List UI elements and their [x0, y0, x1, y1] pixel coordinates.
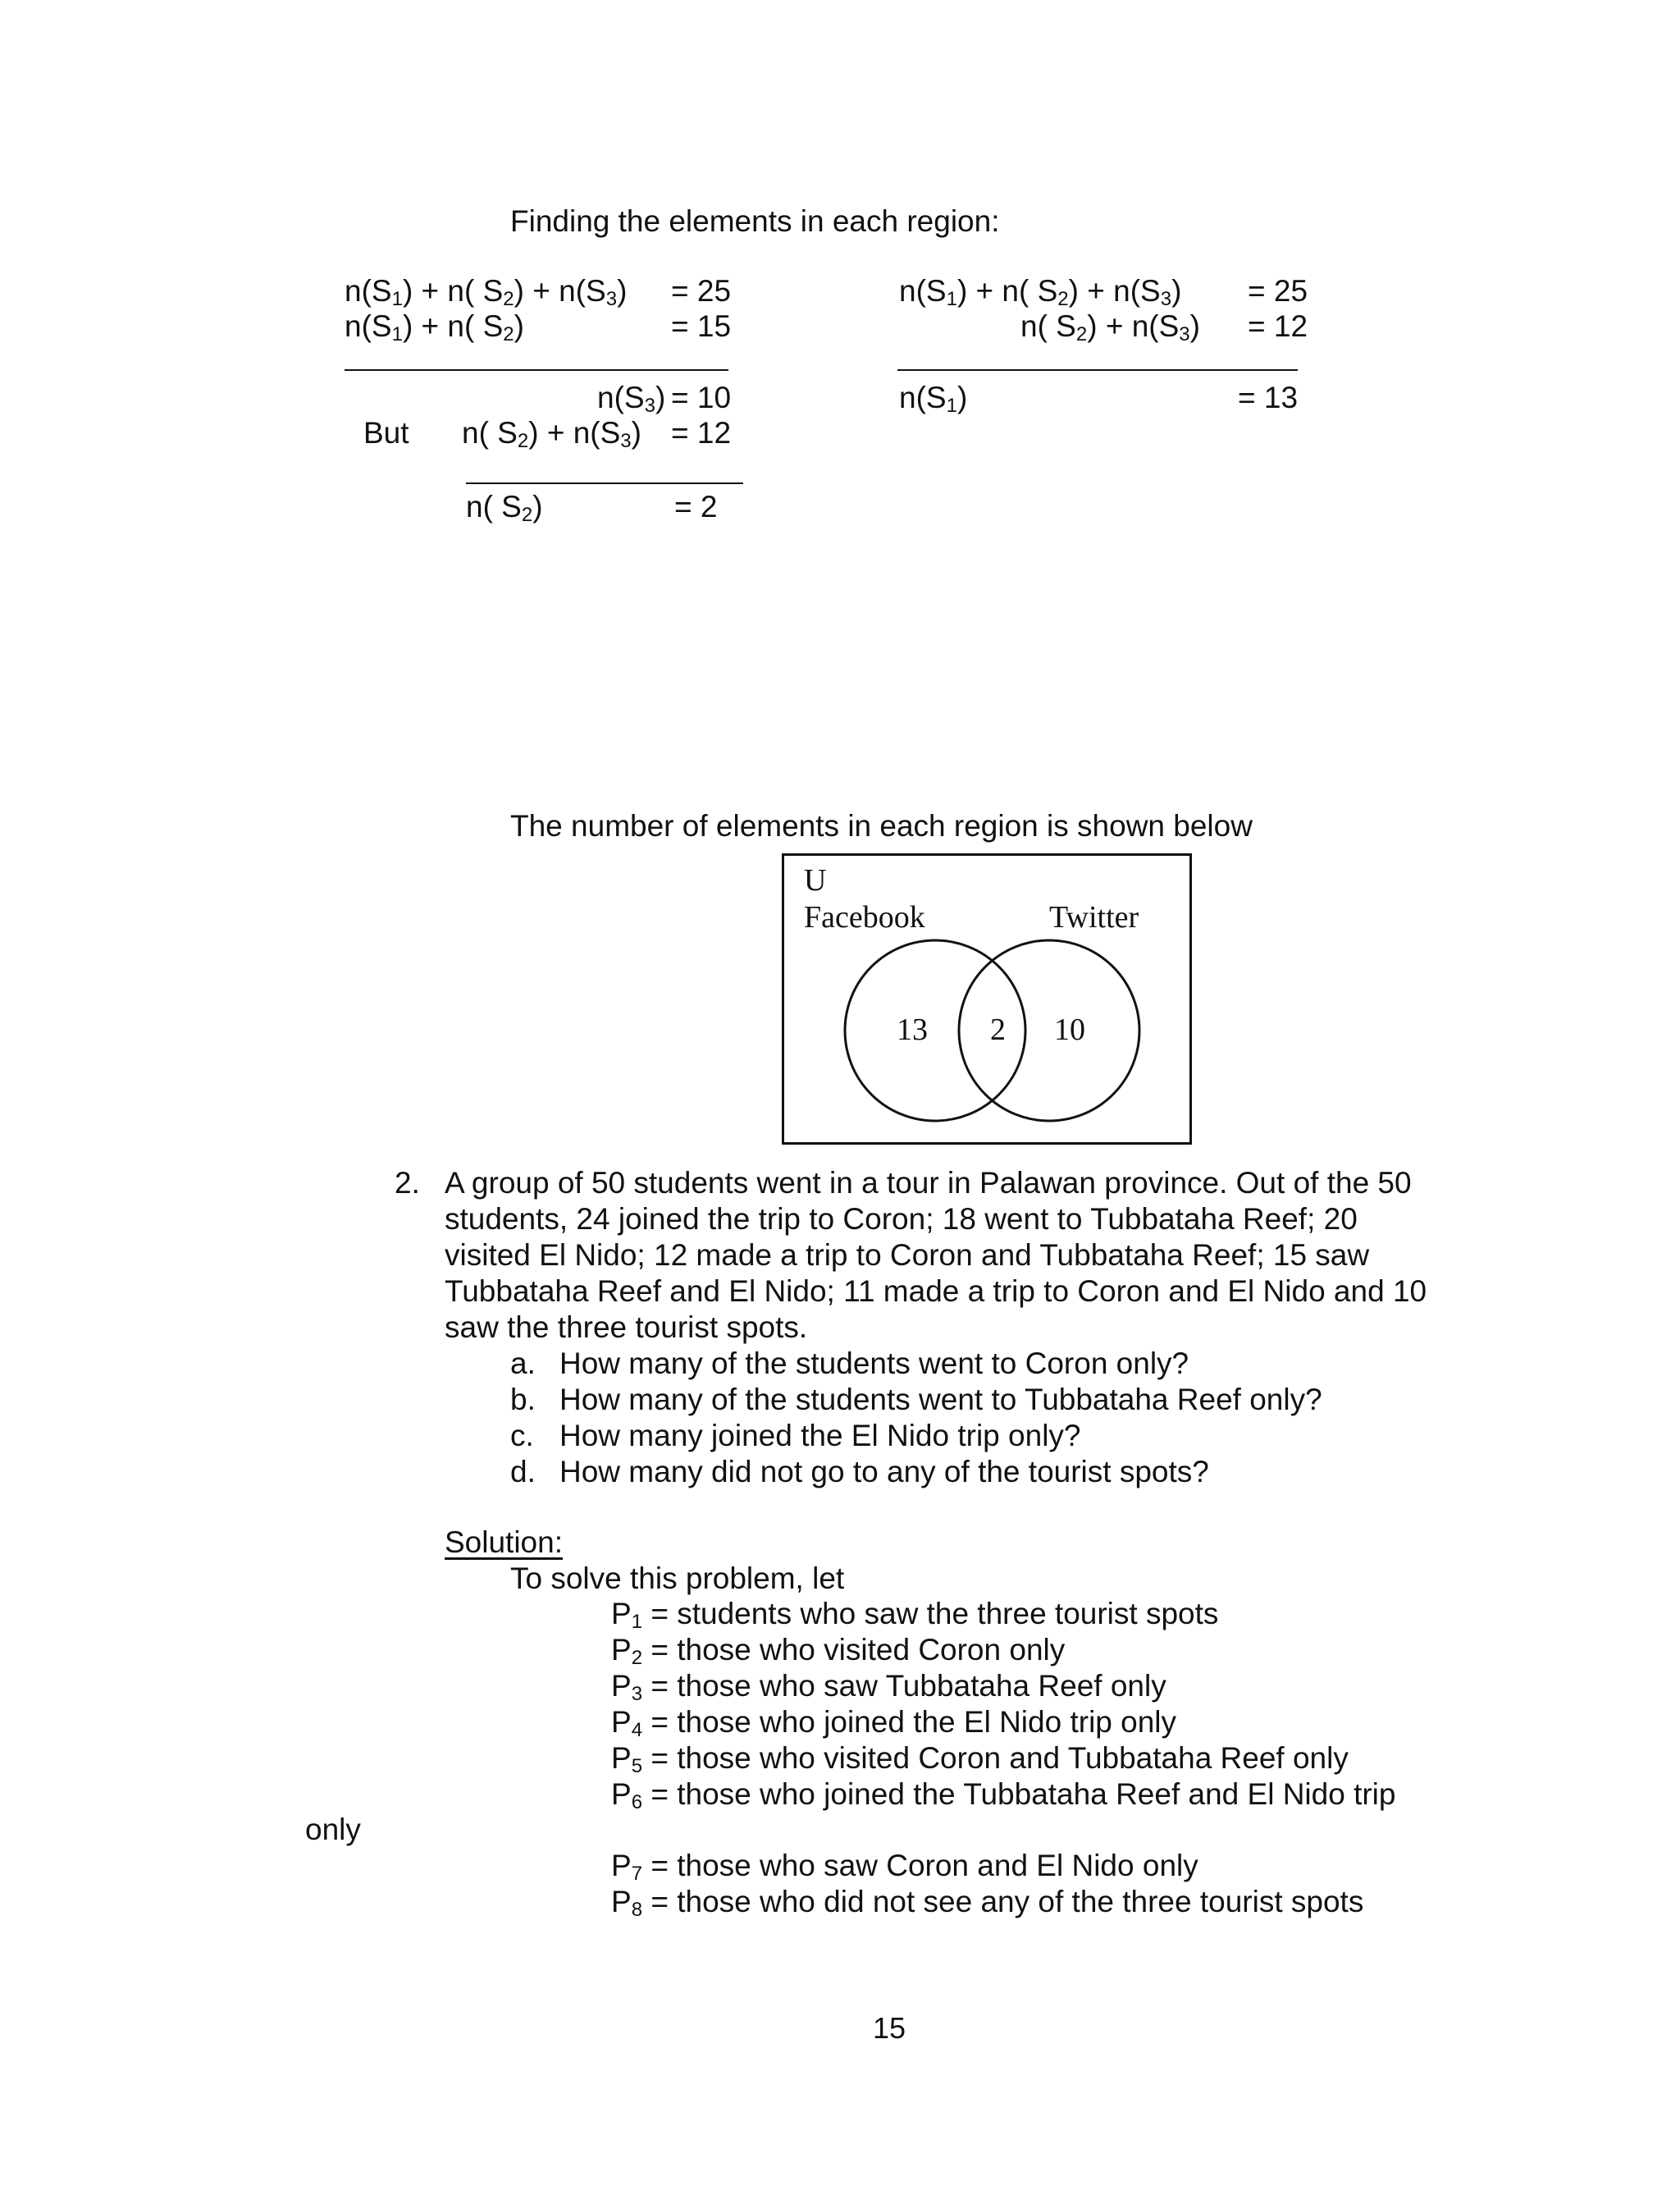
solution-intro: To solve this problem, let — [510, 1561, 845, 1595]
subscript: 2 — [631, 1647, 643, 1669]
left-result-s2-value: = 2 — [674, 490, 718, 523]
definition-p7: $P_7$ = those who saw Coron and El Nido only — [611, 1849, 1198, 1885]
right-eq-line-2-value: = 12 — [1248, 309, 1308, 343]
problem-number: 2. — [395, 1166, 420, 1200]
subscript: 5 — [631, 1755, 643, 1777]
intersection-count: 2 — [990, 1013, 1006, 1047]
venn-diagram — [782, 853, 1192, 1145]
definition-p6-wrap: only — [305, 1813, 361, 1846]
left-eq-line-2: $n(S_1) + n$( $S_2$) — [345, 309, 524, 345]
question-d: How many did not go to any of the tourist spots? — [559, 1455, 1209, 1488]
subscript: 3 — [605, 288, 618, 310]
question-a-letter: a. — [510, 1346, 536, 1380]
subscript: 1 — [631, 1611, 643, 1633]
universe-label: U — [804, 863, 827, 898]
left-eq-line-1: $n(S_1) + n$( $S_2) + n(S_3)$ — [345, 274, 628, 310]
definition-p2: $P_2$ = those who visited Coron only — [611, 1633, 1066, 1669]
solution-heading: Solution: — [445, 1525, 563, 1559]
twitter-label: Twitter — [1049, 900, 1139, 935]
but-label: But — [363, 416, 409, 450]
left-result-s3: $n(S_3)$ — [597, 381, 666, 417]
venn-caption: The number of elements in each region is shown below — [510, 809, 1253, 843]
subscript: 1 — [946, 288, 957, 310]
facebook-only-count: 13 — [897, 1013, 928, 1047]
problem-line-1: A group of 50 students went in a tour in Palawan province. Out of the 50 — [445, 1166, 1412, 1200]
subscript: 1 — [391, 323, 403, 345]
facebook-label: Facebook — [804, 900, 925, 935]
definition-p8: $P_8$ = those who did not see any of the three tourist spots — [611, 1885, 1364, 1921]
definition-p1: $P_1$ = students who saw the three tourist spots — [611, 1597, 1219, 1633]
subscript: 3 — [620, 430, 632, 452]
problem-line-3: visited El Nido; 12 made a trip to Coron and Tubbataha Reef; 15 saw — [445, 1238, 1370, 1272]
page-number: 15 — [873, 2011, 906, 2045]
section-title: Finding the elements in each region: — [510, 204, 1000, 238]
subscript: 2 — [521, 504, 533, 526]
twitter-circle — [959, 940, 1139, 1121]
left-eq-line-3-value: = 12 — [671, 416, 732, 450]
subscript: 4 — [631, 1719, 643, 1741]
subscript: 3 — [1160, 288, 1172, 310]
subscript: 1 — [946, 395, 957, 417]
question-a: How many of the students went to Coron only? — [559, 1346, 1189, 1380]
problem-line-2: students, 24 joined the trip to Coron; 18 went to Tubbataha Reef; 20 — [445, 1202, 1358, 1236]
left-sum-rule — [345, 369, 728, 371]
right-eq-line-1-value: = 25 — [1248, 274, 1308, 308]
right-eq-line-1: $n(S_1) + n$( $S_2) + n(S_3)$ — [899, 274, 1182, 310]
subscript: 3 — [644, 395, 655, 417]
definition-p6: $P_6$ = those who joined the Tubbataha Reef and El Nido trip — [611, 1777, 1396, 1813]
subscript: 2 — [503, 288, 514, 310]
problem-line-4: Tubbataha Reef and El Nido; 11 made a trip to Coron and El Nido and 10 — [445, 1274, 1427, 1308]
left-result-s2: n( $S_2$) — [466, 490, 543, 526]
universe-box — [783, 855, 1191, 1144]
subscript: 8 — [631, 1899, 643, 1921]
subscript: 1 — [391, 288, 403, 310]
right-sum-rule — [897, 369, 1298, 371]
subscript: 7 — [631, 1863, 643, 1885]
left-eq-line-2-value: = 15 — [671, 309, 732, 343]
left-eq-line-3: n( $S_2) + n(S_3)$ — [462, 416, 641, 452]
definition-p5: $P_5$ = those who visited Coron and Tubbataha Reef only — [611, 1741, 1349, 1777]
left-eq-line-1-value: = 25 — [671, 274, 732, 308]
problem-line-5: saw the three tourist spots. — [445, 1310, 808, 1344]
definition-p4: $P_4$ = those who joined the El Nido trip only — [611, 1705, 1177, 1741]
twitter-only-count: 10 — [1054, 1013, 1085, 1047]
subscript: 3 — [631, 1683, 643, 1705]
subscript: 2 — [503, 323, 514, 345]
subscript: 3 — [1179, 323, 1190, 345]
subscript: 2 — [517, 430, 529, 452]
subscript: 2 — [1057, 288, 1069, 310]
right-result-s1-value: = 13 — [1238, 381, 1299, 414]
right-result-s1: $n(S_1)$ — [899, 381, 968, 417]
question-c-letter: c. — [510, 1419, 534, 1452]
question-c: How many joined the El Nido trip only? — [559, 1419, 1081, 1452]
definition-p3: $P_3$ = those who saw Tubbataha Reef only — [611, 1669, 1166, 1705]
left-result-s3-value: = 10 — [671, 381, 732, 414]
right-eq-line-2: n( $S_2) + n(S_3)$ — [1020, 309, 1200, 345]
question-b: How many of the students went to Tubbataha Reef only? — [559, 1383, 1322, 1416]
subscript: 6 — [631, 1791, 643, 1813]
question-b-letter: b. — [510, 1383, 536, 1416]
subscript: 2 — [1075, 323, 1088, 345]
question-d-letter: d. — [510, 1455, 536, 1488]
left-diff-rule — [466, 482, 743, 484]
